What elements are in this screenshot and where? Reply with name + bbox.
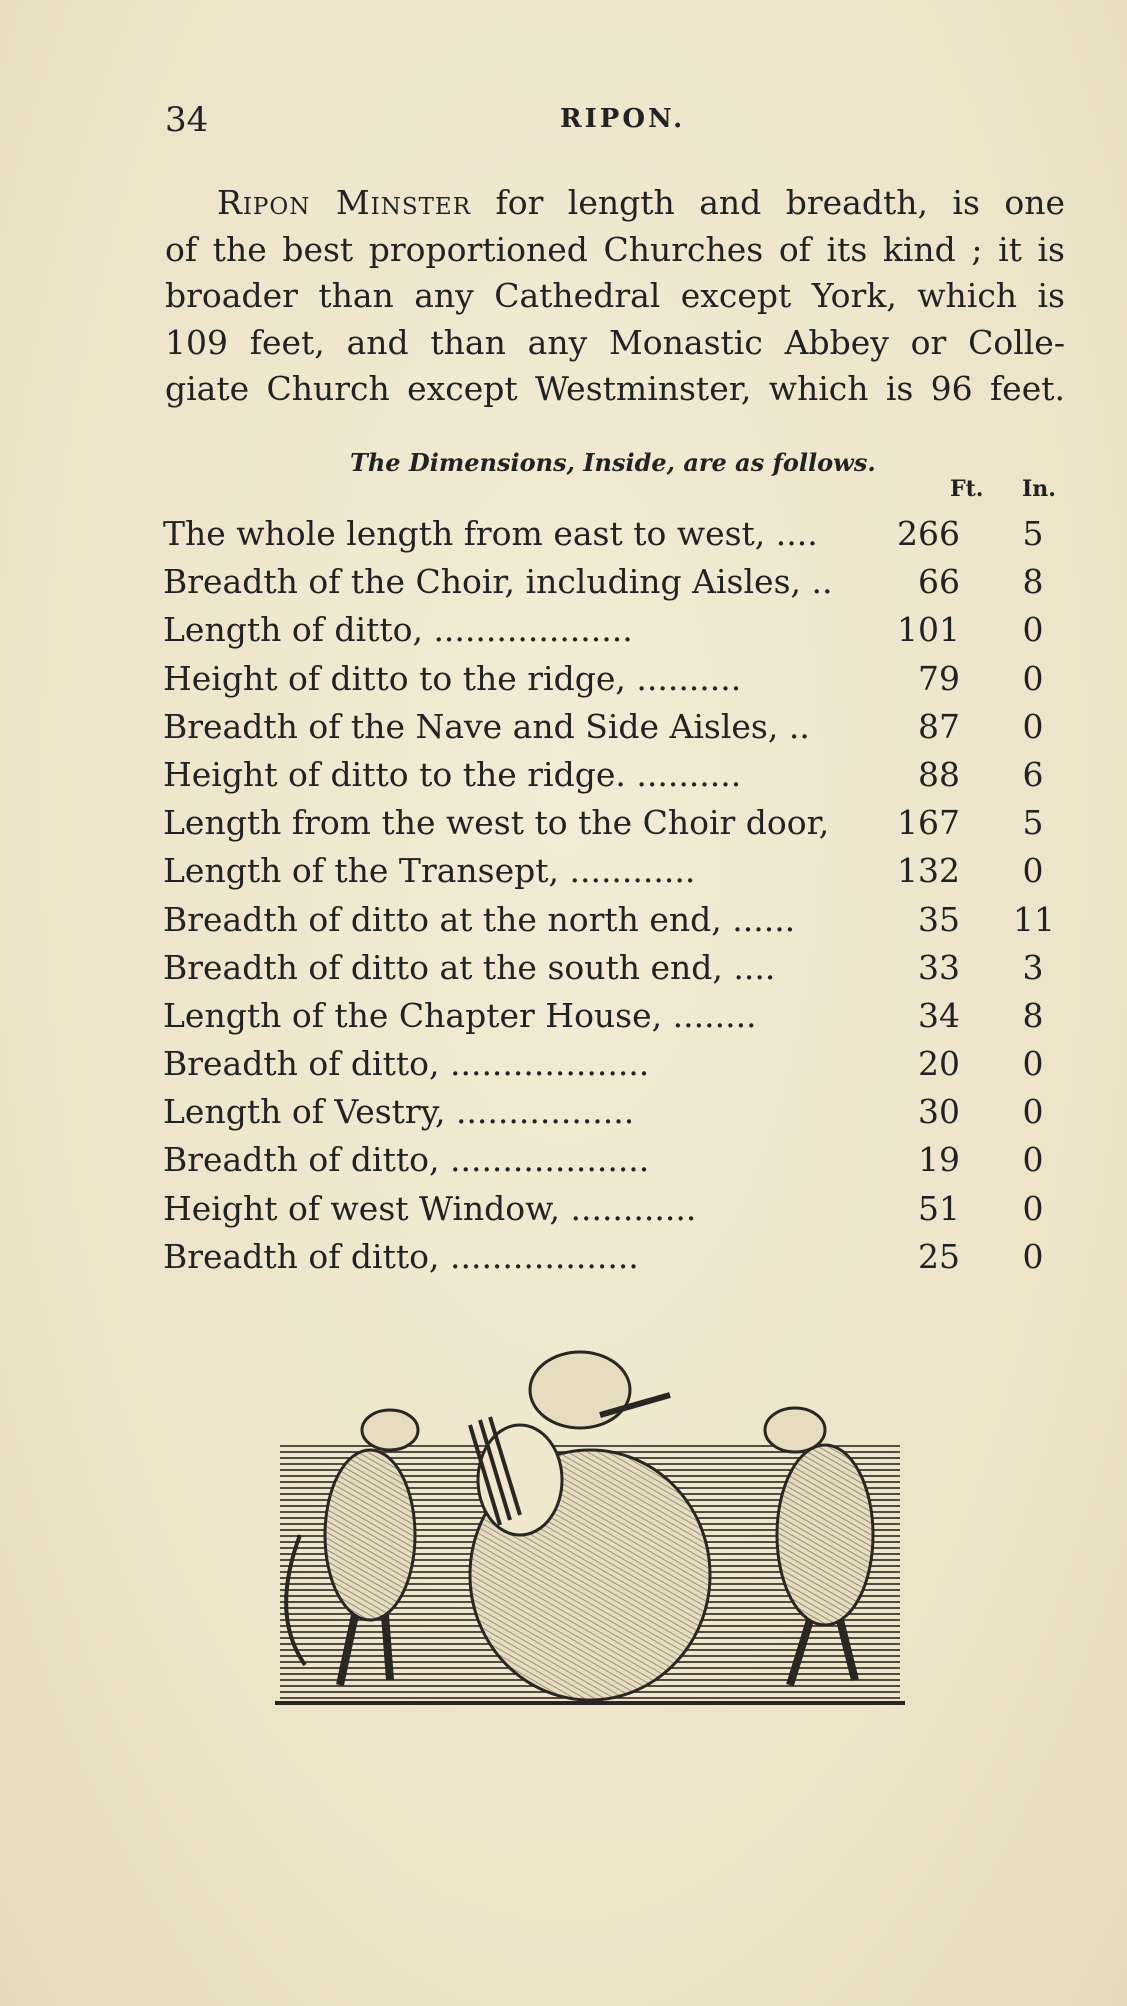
intro-line: broader than any Cathedral except York, which is bbox=[165, 276, 1065, 316]
dimensions-caption: The Dimensions, Inside, are as follows. bbox=[350, 448, 876, 477]
page-number: 34 bbox=[165, 100, 209, 140]
dimension-label: Height of west Window, ............ bbox=[163, 1188, 697, 1228]
column-header-feet: Ft. bbox=[950, 476, 984, 502]
dimension-label: Length of the Transept, ............ bbox=[163, 851, 696, 891]
dimension-label: Breadth of ditto, ................... bbox=[163, 1044, 650, 1084]
lead-smallcaps: Ripon Minster bbox=[217, 183, 472, 222]
dimension-row bbox=[163, 1040, 1063, 1088]
dimension-row bbox=[163, 558, 1063, 606]
bear-piper-figure bbox=[470, 1352, 710, 1700]
dimension-feet: 33 bbox=[918, 947, 960, 987]
dimension-feet: 20 bbox=[918, 1044, 960, 1084]
dimension-feet: 266 bbox=[897, 514, 960, 553]
dimension-inches: 0 bbox=[1022, 658, 1044, 698]
dimension-label: Breadth of ditto at the north end, ...... bbox=[163, 899, 796, 939]
dimension-inches: 3 bbox=[1022, 947, 1044, 987]
dimension-inches: 8 bbox=[1022, 562, 1044, 602]
intro-line: giate Church except Westminster, which is 96 feet. bbox=[165, 369, 1065, 409]
dimensions-table bbox=[163, 510, 1063, 1281]
dimension-row bbox=[163, 896, 1063, 944]
dimension-label: Breadth of ditto at the south end, .... bbox=[163, 947, 776, 987]
dimension-row bbox=[163, 606, 1063, 654]
dimension-inches: 0 bbox=[1022, 1044, 1044, 1084]
dimension-inches: 0 bbox=[1022, 1236, 1044, 1276]
dimension-row bbox=[163, 655, 1063, 703]
dimension-inches: 0 bbox=[1022, 1188, 1044, 1228]
dimension-feet: 19 bbox=[918, 1140, 960, 1180]
dimension-feet: 35 bbox=[918, 899, 960, 939]
dimension-inches: 5 bbox=[1022, 803, 1044, 843]
dimension-label: Length of Vestry, ................. bbox=[163, 1092, 635, 1132]
intro-line: 109 feet, and than any Monastic Abbey or Colle- bbox=[165, 322, 1065, 362]
dimension-label: Breadth of the Nave and Side Aisles, .. bbox=[163, 706, 810, 746]
dimension-label: Height of ditto to the ridge, .......... bbox=[163, 658, 742, 698]
dimension-inches: 0 bbox=[1022, 1092, 1044, 1132]
dimension-feet: 66 bbox=[918, 562, 960, 602]
column-header-inches: In. bbox=[1022, 476, 1056, 502]
intro-line-rest: for length and breadth, is one bbox=[471, 183, 1065, 222]
dimension-label: Height of ditto to the ridge. .......... bbox=[163, 754, 742, 794]
dimension-label: Length of the Chapter House, ........ bbox=[163, 995, 757, 1035]
dimension-inches: 5 bbox=[1022, 514, 1044, 553]
intro-line: of the best proportioned Churches of its kind ; it is bbox=[165, 229, 1065, 269]
dimension-feet: 87 bbox=[918, 706, 960, 746]
dimension-inches: 8 bbox=[1022, 995, 1044, 1035]
dimension-inches: 0 bbox=[1022, 610, 1044, 650]
dimension-label: Length from the west to the Choir door, bbox=[163, 803, 830, 843]
dimension-feet: 51 bbox=[918, 1188, 960, 1228]
dimension-label: Length of ditto, ................... bbox=[163, 610, 633, 650]
dimension-row bbox=[163, 751, 1063, 799]
running-head: RIPON. bbox=[560, 104, 686, 134]
dimension-feet: 79 bbox=[918, 658, 960, 698]
dimension-row bbox=[163, 799, 1063, 847]
dimension-row bbox=[163, 847, 1063, 895]
dimension-inches: 0 bbox=[1022, 706, 1044, 746]
dimension-inches: 0 bbox=[1022, 851, 1044, 891]
dimension-row bbox=[163, 1185, 1063, 1233]
woodcut-illustration bbox=[270, 1335, 920, 1715]
dimension-label: Breadth of ditto, ................... bbox=[163, 1140, 650, 1180]
dimension-inches: 11 bbox=[1013, 899, 1055, 939]
dimension-row bbox=[163, 1136, 1063, 1184]
dimension-row bbox=[163, 1088, 1063, 1136]
dimension-row bbox=[163, 703, 1063, 751]
dimension-label: The whole length from east to west, .... bbox=[163, 514, 818, 553]
dimension-row bbox=[163, 944, 1063, 992]
dimension-feet: 101 bbox=[897, 610, 960, 650]
dimension-label: Breadth of the Choir, including Aisles, .. bbox=[163, 562, 833, 602]
intro-paragraph bbox=[165, 180, 1065, 413]
page-header bbox=[165, 100, 1065, 140]
intro-line bbox=[165, 180, 1065, 227]
baseline-rule bbox=[275, 1701, 905, 1705]
dimension-row bbox=[163, 510, 1063, 558]
dimension-feet: 34 bbox=[918, 995, 960, 1035]
dimension-feet: 30 bbox=[918, 1092, 960, 1132]
dimension-feet: 132 bbox=[897, 851, 960, 891]
dimension-inches: 0 bbox=[1022, 1140, 1044, 1180]
dimension-row bbox=[163, 992, 1063, 1040]
dimension-inches: 6 bbox=[1022, 754, 1044, 794]
dimension-feet: 25 bbox=[918, 1236, 960, 1276]
dimension-feet: 88 bbox=[918, 754, 960, 794]
dimension-label: Breadth of ditto, .................. bbox=[163, 1236, 639, 1276]
dimension-row bbox=[163, 1233, 1063, 1281]
dimension-feet: 167 bbox=[897, 803, 960, 843]
